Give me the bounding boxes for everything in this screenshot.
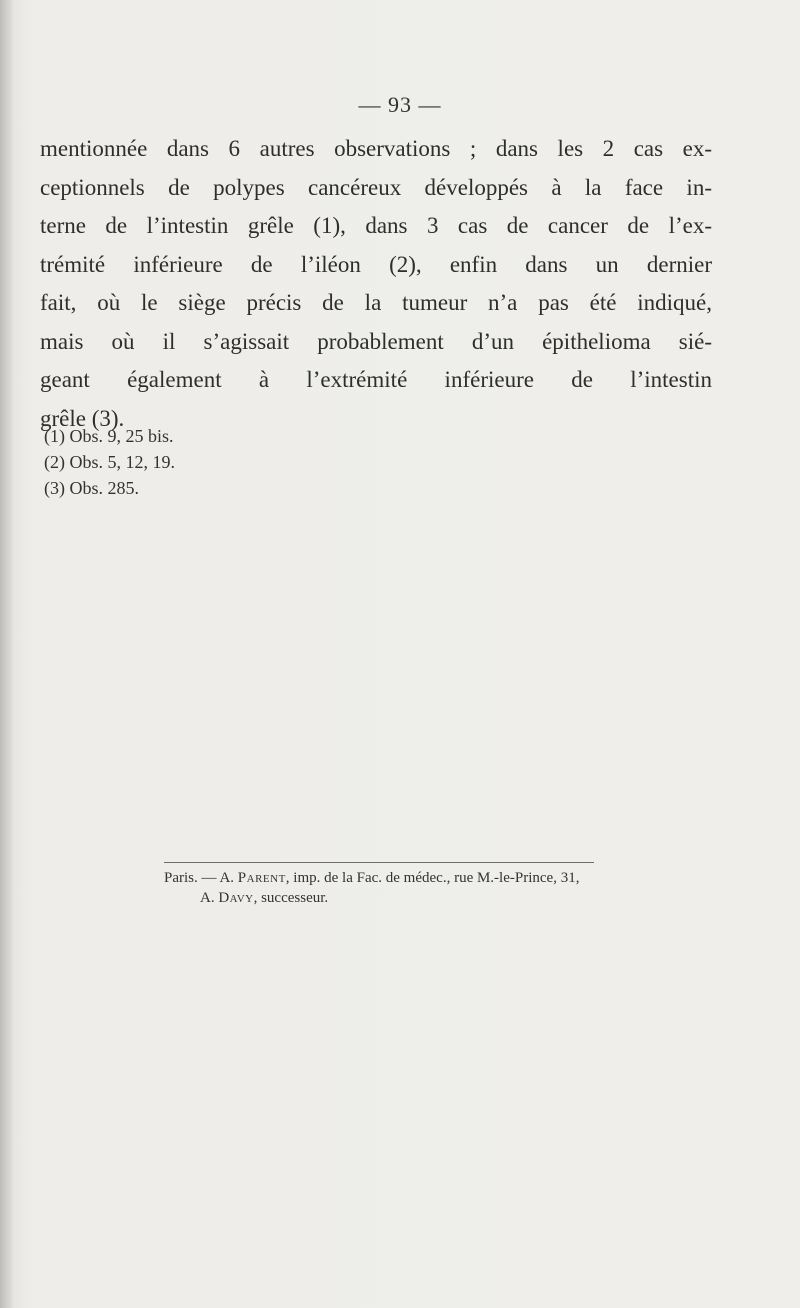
body-line: mentionnée dans 6 autres observations ; dans les 2 cas ex- xyxy=(40,136,712,161)
imprint-dash: — xyxy=(197,870,220,886)
body-line: mais où il s’agissait probablement d’un épithelioma sié- xyxy=(40,328,712,354)
body-paragraph xyxy=(40,130,712,438)
printer-imprint xyxy=(164,868,724,908)
imprint-printer-initial: A. xyxy=(219,870,238,886)
imprint-printer-name: Parent xyxy=(237,870,286,886)
body-line: ceptionnels de polypes cancéreux développés à la face in- xyxy=(40,174,712,200)
imprint-address: , imp. de la Fac. de médec., rue M.-le-Prince, 31, xyxy=(285,870,580,886)
page-binding-edge xyxy=(0,0,14,1308)
footnotes xyxy=(44,423,175,501)
imprint-line-2 xyxy=(164,888,724,908)
imprint-rule xyxy=(164,862,594,863)
imprint-successor-initial: A. xyxy=(200,890,219,906)
body-line: geant également à l’extrémité inférieure de l’intestin xyxy=(40,367,712,392)
footnote: (2) Obs. 5, 12, 19. xyxy=(44,452,175,472)
body-line: fait, où le siège précis de la tumeur n’a pas été indiqué, xyxy=(40,290,712,315)
page-number: — 93 — xyxy=(358,92,442,117)
footnote: (3) Obs. 285. xyxy=(44,478,139,498)
imprint-successor-name: Davy xyxy=(218,890,254,906)
imprint-successor-role: , successeur. xyxy=(253,890,329,906)
imprint-line-1 xyxy=(164,868,724,888)
body-line: grêle (3). xyxy=(40,405,125,431)
body-line: trémité inférieure de l’iléon (2), enfin dans un dernier xyxy=(40,251,712,277)
body-line: terne de l’intestin grêle (1), dans 3 cas de cancer de l’ex- xyxy=(40,213,712,238)
footnote: (1) Obs. 9, 25 bis. xyxy=(44,426,174,446)
imprint-city: Paris. xyxy=(164,870,198,886)
